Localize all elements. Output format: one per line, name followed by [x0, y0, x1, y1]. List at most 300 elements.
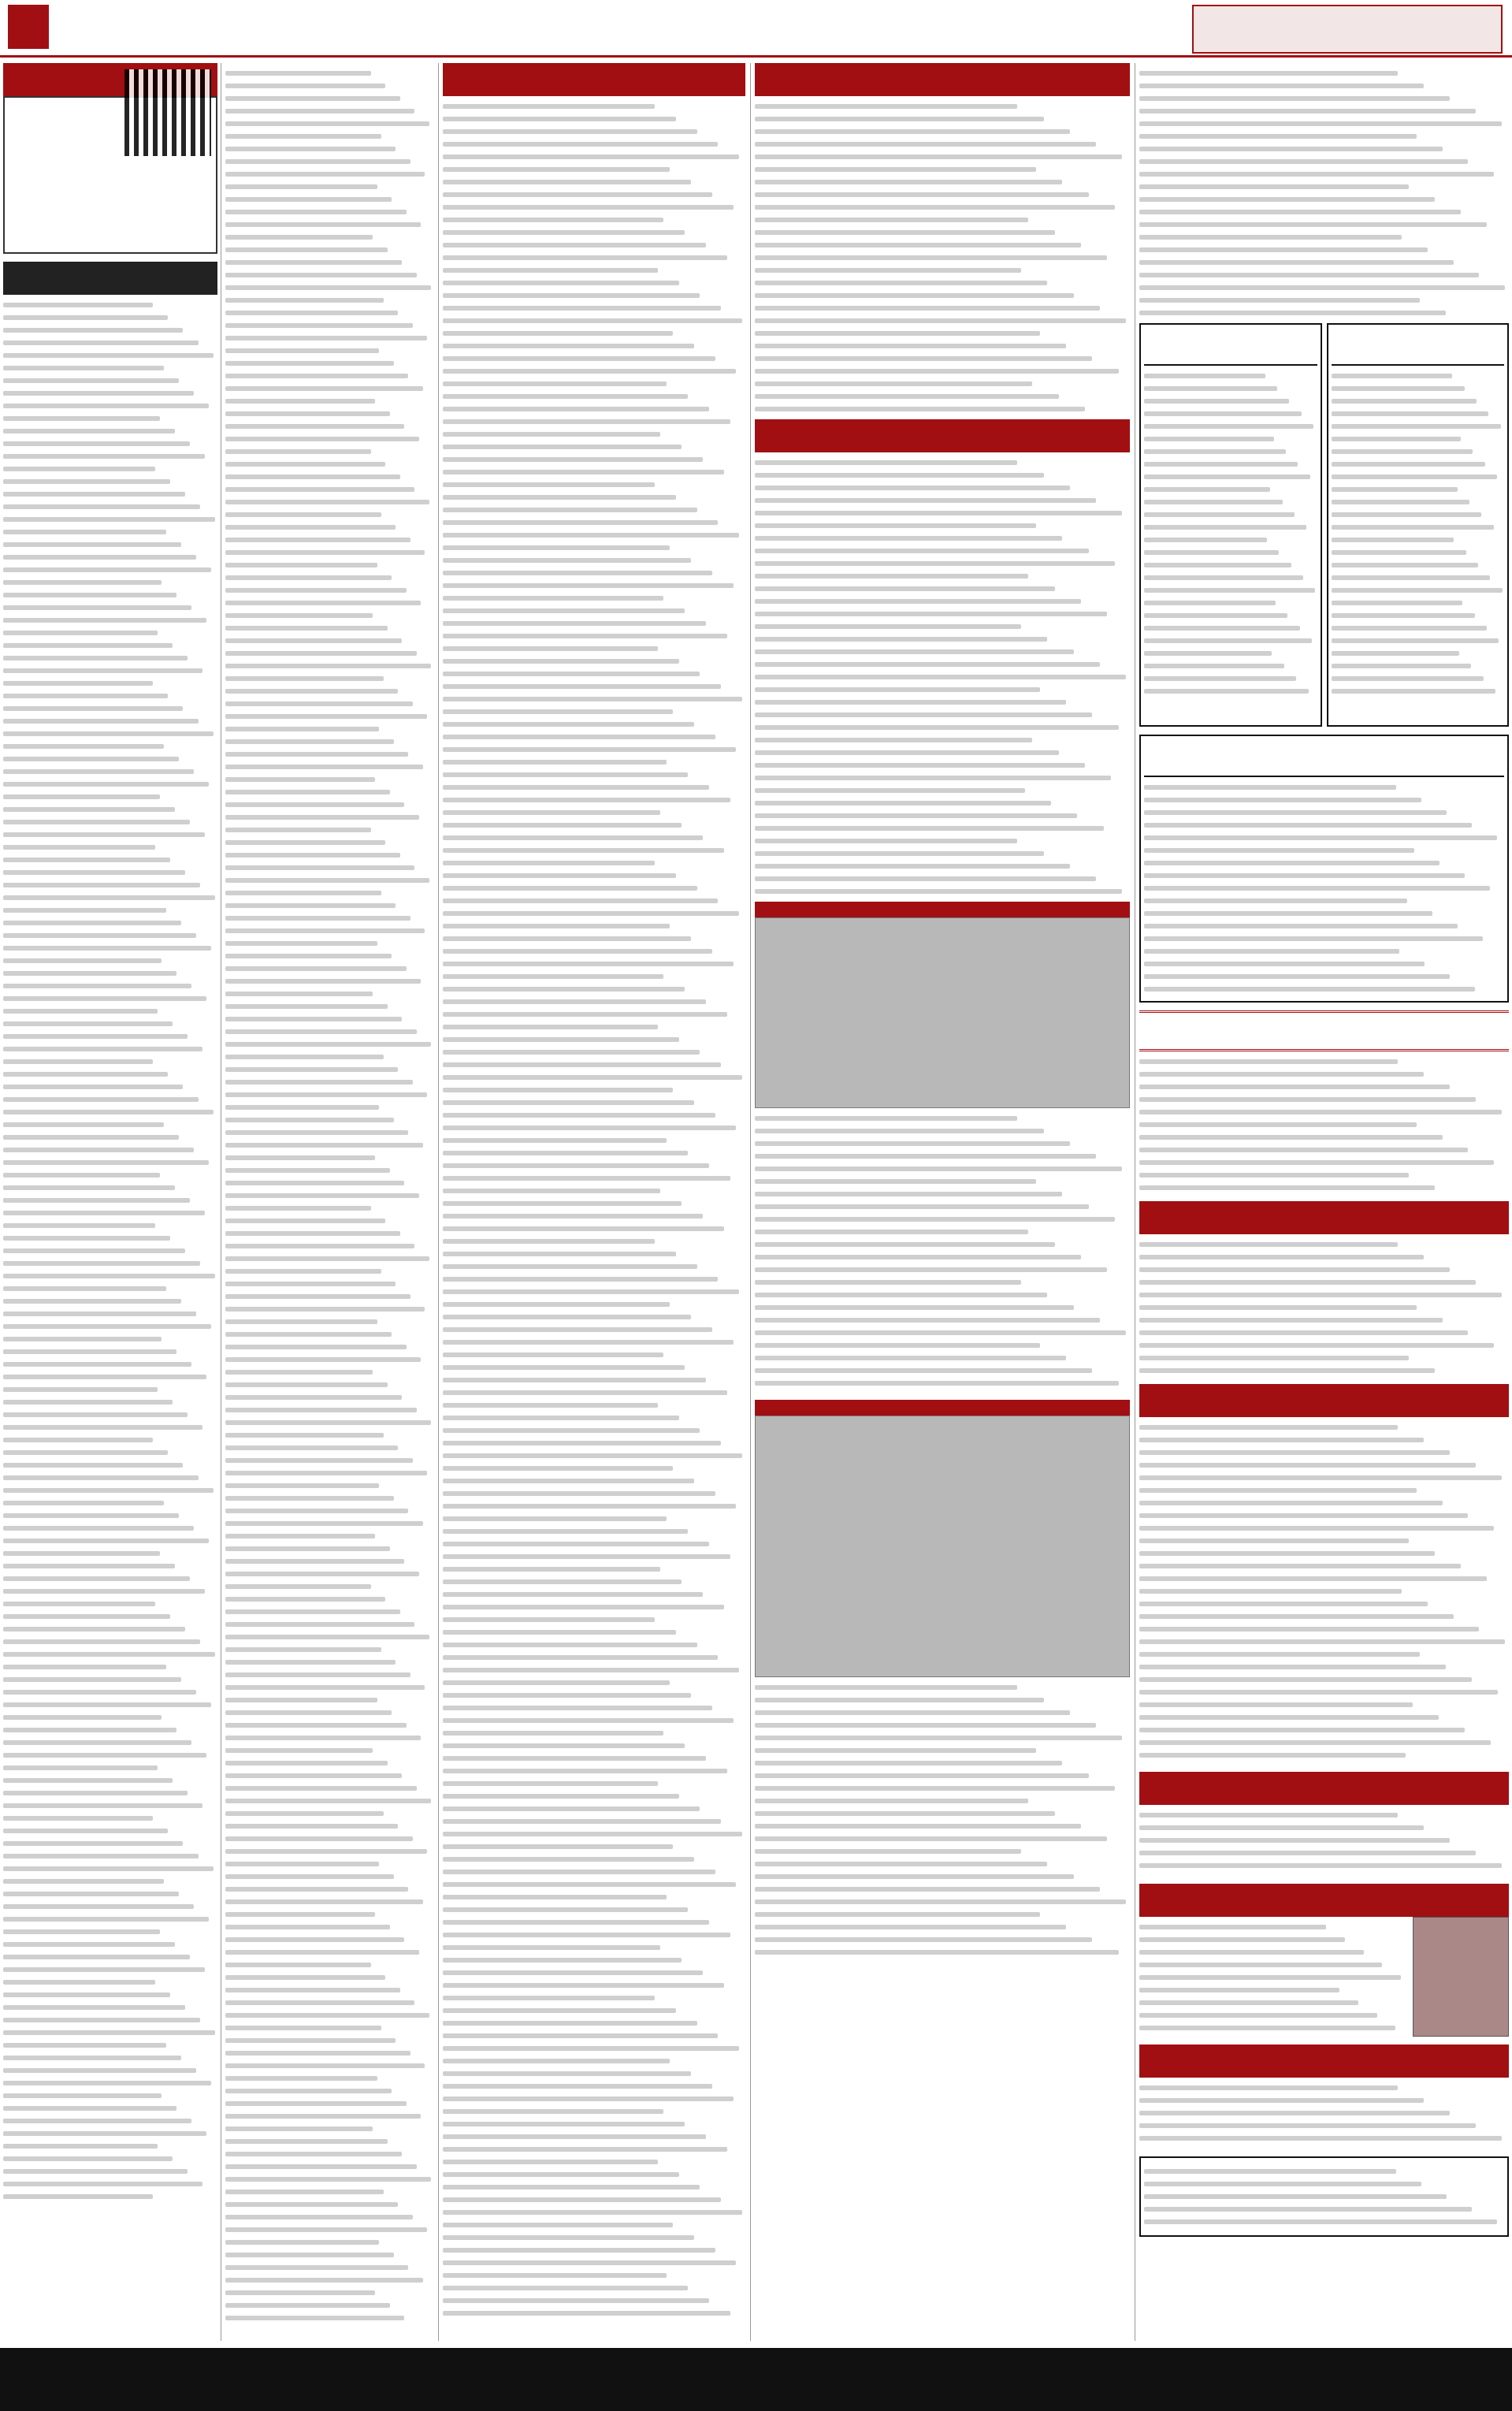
- text-line-placeholder: [1332, 588, 1503, 593]
- text-line-placeholder: [1144, 638, 1312, 643]
- text-line-placeholder: [3, 1854, 199, 1858]
- text-lines: [1139, 63, 1509, 315]
- text-lines: [755, 96, 1130, 411]
- text-line-placeholder: [225, 197, 392, 202]
- text-line-placeholder: [3, 2194, 153, 2199]
- text-line-placeholder: [1139, 1425, 1398, 1430]
- text-line-placeholder: [1139, 184, 1409, 189]
- text-line-placeholder: [1139, 1343, 1494, 1348]
- text-line-placeholder: [3, 404, 209, 408]
- text-line-placeholder: [443, 798, 730, 802]
- text-line-placeholder: [755, 889, 1122, 894]
- text-line-placeholder: [443, 2286, 688, 2290]
- text-line-placeholder: [755, 1925, 1066, 1929]
- text-line-placeholder: [3, 656, 188, 660]
- text-line-placeholder: [1139, 1728, 1465, 1732]
- text-line-placeholder: [1139, 1551, 1435, 1556]
- text-line-placeholder: [443, 1630, 676, 1635]
- text-line-placeholder: [755, 142, 1096, 147]
- text-line-placeholder: [1139, 1639, 1505, 1644]
- text-line-placeholder: [1139, 1135, 1443, 1140]
- text-line-placeholder: [1139, 2098, 1424, 2103]
- story2-photo: [755, 1416, 1130, 1677]
- text-line-placeholder: [1139, 1173, 1409, 1178]
- text-line-placeholder: [443, 1100, 694, 1105]
- text-line-placeholder: [225, 739, 394, 744]
- text-line-placeholder: [443, 1050, 700, 1055]
- public-notices-row: [1139, 323, 1509, 727]
- text-line-placeholder: [225, 1849, 427, 1854]
- text-line-placeholder: [225, 979, 421, 984]
- text-line-placeholder: [3, 883, 200, 887]
- text-line-placeholder: [225, 1244, 414, 1248]
- text-line-placeholder: [443, 1983, 724, 1988]
- text-line-placeholder: [443, 911, 739, 916]
- text-line-placeholder: [443, 369, 736, 374]
- text-line-placeholder: [3, 908, 166, 913]
- text-line-placeholder: [443, 1554, 730, 1559]
- text-line-placeholder: [225, 828, 371, 832]
- text-line-placeholder: [3, 454, 205, 459]
- text-line-placeholder: [3, 895, 215, 900]
- text-line-placeholder: [3, 1299, 181, 1304]
- text-line-placeholder: [443, 861, 655, 865]
- text-line-placeholder: [225, 437, 419, 441]
- text-line-placeholder: [443, 1592, 703, 1597]
- text-line-placeholder: [3, 1992, 170, 1997]
- text-line-placeholder: [225, 1092, 427, 1097]
- text-line-placeholder: [755, 1255, 1081, 1259]
- text-line-placeholder: [3, 479, 170, 484]
- text-lines: [3, 295, 217, 2202]
- text-line-placeholder: [225, 538, 411, 542]
- text-line-placeholder: [225, 941, 377, 946]
- text-line-placeholder: [3, 1198, 190, 1203]
- text-line-placeholder: [755, 725, 1119, 730]
- text-line-placeholder: [225, 2089, 392, 2093]
- text-line-placeholder: [443, 104, 655, 109]
- text-line-placeholder: [1332, 563, 1479, 567]
- text-line-placeholder: [1139, 1925, 1326, 1929]
- text-line-placeholder: [3, 366, 164, 370]
- text-line-placeholder: [3, 1816, 153, 1821]
- text-line-placeholder: [3, 668, 202, 673]
- text-line-placeholder: [443, 1428, 700, 1433]
- text-line-placeholder: [1332, 664, 1472, 668]
- text-line-placeholder: [1139, 1627, 1479, 1632]
- text-line-placeholder: [443, 785, 709, 790]
- text-line-placeholder: [225, 84, 385, 88]
- text-line-placeholder: [443, 1453, 742, 1458]
- text-line-placeholder: [225, 462, 385, 467]
- text-line-placeholder: [443, 697, 742, 701]
- story-2: [755, 1400, 1130, 1961]
- text-line-placeholder: [443, 2210, 742, 2215]
- text-line-placeholder: [443, 1151, 688, 1155]
- text-line-placeholder: [3, 2131, 206, 2136]
- text-line-placeholder: [1139, 235, 1402, 240]
- text-line-placeholder: [443, 1176, 730, 1181]
- text-line-placeholder: [443, 2311, 730, 2316]
- text-line-placeholder: [443, 281, 679, 285]
- text-line-placeholder: [443, 1403, 658, 1408]
- text-line-placeholder: [755, 561, 1115, 566]
- text-line-placeholder: [443, 117, 676, 121]
- text-line-placeholder: [3, 1122, 164, 1127]
- text-line-placeholder: [3, 1160, 209, 1165]
- text-line-placeholder: [225, 1458, 413, 1463]
- text-line-placeholder: [225, 1332, 392, 1337]
- text-line-placeholder: [1332, 449, 1473, 454]
- text-line-placeholder: [1139, 247, 1428, 252]
- text-line-placeholder: [3, 328, 183, 333]
- text-line-placeholder: [225, 1395, 402, 1400]
- text-line-placeholder: [443, 1075, 742, 1080]
- text-line-placeholder: [1139, 1589, 1402, 1594]
- text-line-placeholder: [3, 1690, 196, 1695]
- text-line-placeholder: [443, 873, 676, 878]
- text-line-placeholder: [3, 542, 181, 547]
- text-line-placeholder: [755, 776, 1111, 780]
- text-line-placeholder: [3, 467, 155, 471]
- name-change-section: [3, 262, 217, 2202]
- text-line-placeholder: [443, 608, 685, 613]
- text-line-placeholder: [3, 1450, 168, 1455]
- text-line-placeholder: [3, 391, 194, 396]
- text-line-placeholder: [443, 1655, 718, 1660]
- text-line-placeholder: [443, 2033, 718, 2038]
- text-line-placeholder: [1139, 1185, 1435, 1190]
- text-line-placeholder: [443, 2109, 663, 2114]
- text-line-placeholder: [3, 1148, 194, 1152]
- text-line-placeholder: [1332, 638, 1499, 643]
- text-line-placeholder: [443, 293, 700, 298]
- text-line-placeholder: [3, 1778, 173, 1783]
- text-line-placeholder: [1144, 835, 1497, 840]
- text-line-placeholder: [225, 424, 404, 429]
- text-line-placeholder: [3, 694, 168, 698]
- text-line-placeholder: [225, 2316, 404, 2320]
- text-lines: [1139, 1051, 1509, 1193]
- text-line-placeholder: [443, 2008, 676, 2013]
- text-line-placeholder: [1139, 1702, 1413, 1707]
- text-line-placeholder: [1139, 1122, 1417, 1127]
- text-line-placeholder: [1139, 71, 1398, 76]
- text-line-placeholder: [1144, 2194, 1447, 2199]
- text-line-placeholder: [225, 2152, 402, 2156]
- text-line-placeholder: [225, 2265, 408, 2270]
- text-line-placeholder: [3, 2093, 162, 2098]
- text-lines: [1332, 366, 1505, 697]
- text-line-placeholder: [755, 318, 1126, 323]
- text-line-placeholder: [3, 315, 168, 320]
- text-line-placeholder: [443, 1163, 709, 1168]
- text-line-placeholder: [1144, 399, 1289, 404]
- text-line-placeholder: [755, 523, 1036, 528]
- text-line-placeholder: [443, 571, 712, 575]
- column-4: [752, 63, 1133, 2341]
- text-line-placeholder: [443, 1844, 673, 1849]
- text-line-placeholder: [755, 1166, 1122, 1171]
- text-line-placeholder: [755, 230, 1055, 235]
- text-line-placeholder: [225, 575, 392, 580]
- text-line-placeholder: [755, 1761, 1062, 1765]
- text-line-placeholder: [225, 1294, 411, 1299]
- text-line-placeholder: [755, 129, 1070, 134]
- text-line-placeholder: [1332, 424, 1501, 429]
- text-line-placeholder: [3, 2182, 202, 2186]
- text-line-placeholder: [443, 709, 673, 714]
- text-line-placeholder: [755, 1773, 1089, 1778]
- text-line-placeholder: [443, 1806, 700, 1811]
- text-line-placeholder: [3, 1047, 202, 1051]
- text-line-placeholder: [3, 631, 158, 635]
- text-line-placeholder: [755, 293, 1074, 298]
- text-line-placeholder: [1139, 1753, 1406, 1758]
- text-line-placeholder: [755, 1748, 1036, 1753]
- text-line-placeholder: [443, 1277, 718, 1282]
- text-line-placeholder: [225, 727, 379, 731]
- column-rule: [438, 63, 439, 2341]
- text-line-placeholder: [225, 2290, 375, 2295]
- text-line-placeholder: [755, 460, 1017, 465]
- text-line-placeholder: [755, 117, 1044, 121]
- text-line-placeholder: [225, 2126, 373, 2131]
- text-line-placeholder: [1139, 1677, 1472, 1682]
- text-line-placeholder: [1139, 84, 1424, 88]
- text-line-placeholder: [3, 555, 196, 560]
- text-line-placeholder: [443, 445, 682, 449]
- text-line-placeholder: [443, 1668, 739, 1672]
- text-line-placeholder: [755, 180, 1062, 184]
- text-line-placeholder: [225, 1534, 375, 1539]
- text-line-placeholder: [225, 1307, 425, 1312]
- text-line-placeholder: [225, 2013, 429, 2018]
- text-line-placeholder: [443, 381, 667, 386]
- text-line-placeholder: [443, 1315, 691, 1319]
- text-line-placeholder: [3, 1261, 200, 1266]
- text-line-placeholder: [1144, 861, 1440, 865]
- text-line-placeholder: [1139, 2085, 1398, 2090]
- text-line-placeholder: [443, 205, 734, 210]
- text-line-placeholder: [755, 1129, 1044, 1133]
- text-line-placeholder: [1144, 974, 1450, 979]
- text-lines: [1144, 777, 1504, 998]
- text-line-placeholder: [1332, 374, 1453, 378]
- text-line-placeholder: [1144, 601, 1276, 605]
- text-line-placeholder: [225, 992, 373, 996]
- text-line-placeholder: [1144, 798, 1421, 802]
- text-line-placeholder: [755, 1381, 1119, 1386]
- text-line-placeholder: [1139, 1526, 1494, 1531]
- text-line-placeholder: [3, 2005, 185, 2010]
- text-line-placeholder: [225, 2190, 384, 2194]
- text-line-placeholder: [443, 1516, 667, 1521]
- text-line-placeholder: [1332, 575, 1491, 580]
- text-line-placeholder: [3, 1929, 160, 1934]
- text-line-placeholder: [755, 1192, 1062, 1196]
- text-line-placeholder: [225, 1256, 429, 1261]
- text-line-placeholder: [755, 788, 1025, 793]
- text-line-placeholder: [1332, 525, 1494, 530]
- text-line-placeholder: [1139, 1160, 1494, 1165]
- text-line-placeholder: [755, 1230, 1028, 1234]
- text-line-placeholder: [3, 1526, 194, 1531]
- text-line-placeholder: [225, 449, 371, 454]
- text-line-placeholder: [225, 1382, 388, 1387]
- text-line-placeholder: [1139, 1513, 1468, 1518]
- text-line-placeholder: [443, 129, 697, 134]
- text-line-placeholder: [1144, 512, 1295, 517]
- text-line-placeholder: [3, 681, 153, 686]
- text-line-placeholder: [3, 593, 176, 597]
- text-line-placeholder: [3, 1463, 183, 1468]
- text-line-placeholder: [1139, 1665, 1446, 1669]
- text-line-placeholder: [225, 550, 425, 555]
- text-line-placeholder: [225, 865, 414, 870]
- text-line-placeholder: [1144, 987, 1475, 992]
- text-line-placeholder: [755, 473, 1044, 478]
- text-line-placeholder: [1332, 437, 1462, 441]
- text-line-placeholder: [443, 1882, 736, 1887]
- text-line-placeholder: [3, 1917, 209, 1922]
- text-line-placeholder: [1332, 676, 1484, 681]
- column-3: [440, 63, 749, 2341]
- text-line-placeholder: [443, 987, 685, 992]
- text-line-placeholder: [443, 1201, 682, 1206]
- text-line-placeholder: [443, 1907, 688, 1912]
- text-line-placeholder: [225, 159, 411, 164]
- text-line-placeholder: [1144, 810, 1447, 815]
- text-line-placeholder: [1139, 147, 1443, 151]
- text-line-placeholder: [3, 1803, 202, 1808]
- text-line-placeholder: [443, 1970, 703, 1975]
- text-line-placeholder: [1139, 1690, 1498, 1695]
- text-line-placeholder: [3, 580, 162, 585]
- text-line-placeholder: [755, 218, 1028, 222]
- text-line-placeholder: [755, 344, 1066, 348]
- text-line-placeholder: [755, 675, 1126, 679]
- text-line-placeholder: [443, 1504, 736, 1509]
- text-line-placeholder: [225, 1698, 377, 1702]
- text-line-placeholder: [3, 2043, 166, 2048]
- text-line-placeholder: [1144, 386, 1277, 391]
- text-line-placeholder: [225, 1017, 402, 1021]
- text-line-placeholder: [443, 432, 660, 437]
- text-line-placeholder: [443, 835, 703, 840]
- text-line-placeholder: [755, 1950, 1119, 1955]
- column-5: [1136, 63, 1512, 2341]
- text-line-placeholder: [3, 769, 194, 774]
- text-line-placeholder: [1139, 298, 1420, 303]
- text-line-placeholder: [755, 1811, 1055, 1816]
- text-line-placeholder: [443, 596, 663, 601]
- public-notice-2: [1327, 323, 1510, 727]
- text-line-placeholder: [443, 772, 688, 777]
- text-line-placeholder: [3, 1892, 179, 1896]
- text-line-placeholder: [1332, 399, 1477, 404]
- text-lines: [755, 452, 1130, 894]
- text-line-placeholder: [3, 2169, 188, 2174]
- text-line-placeholder: [755, 255, 1107, 260]
- text-line-placeholder: [3, 1501, 164, 1505]
- text-line-placeholder: [443, 1718, 734, 1723]
- text-line-placeholder: [1139, 1838, 1450, 1843]
- text-line-placeholder: [755, 1723, 1096, 1728]
- text-line-placeholder: [3, 1942, 175, 1947]
- text-line-placeholder: [225, 563, 377, 567]
- text-line-placeholder: [225, 1685, 425, 1690]
- text-line-placeholder: [443, 1088, 673, 1092]
- text-line-placeholder: [3, 2081, 211, 2085]
- text-line-placeholder: [225, 1080, 413, 1085]
- bank-box-body: [3, 96, 217, 254]
- text-line-placeholder: [225, 2114, 421, 2119]
- text-line-placeholder: [755, 1937, 1092, 1942]
- text-line-placeholder: [225, 802, 404, 807]
- text-line-placeholder: [443, 1390, 727, 1395]
- text-line-placeholder: [1139, 1863, 1502, 1868]
- text-line-placeholder: [1144, 2169, 1396, 2174]
- text-line-placeholder: [755, 851, 1044, 856]
- text-line-placeholder: [443, 735, 715, 739]
- text-line-placeholder: [3, 1866, 214, 1871]
- text-line-placeholder: [225, 1357, 421, 1362]
- motor-section: [1139, 1772, 1509, 1876]
- text-line-placeholder: [443, 1037, 679, 1042]
- text-line-placeholder: [225, 1546, 390, 1551]
- text-line-placeholder: [3, 1337, 162, 1341]
- text-line-placeholder: [443, 1479, 694, 1483]
- text-line-placeholder: [3, 1375, 206, 1379]
- text-line-placeholder: [755, 407, 1085, 411]
- masthead-logo: [1192, 5, 1503, 54]
- text-line-placeholder: [1332, 500, 1470, 504]
- text-line-placeholder: [1144, 462, 1298, 467]
- page-header: [0, 0, 1512, 58]
- bottom-notice: [1139, 2156, 1509, 2237]
- text-line-placeholder: [3, 1955, 190, 1959]
- text-line-placeholder: [1139, 1110, 1502, 1114]
- text-line-placeholder: [443, 1996, 655, 2000]
- text-line-placeholder: [443, 407, 709, 411]
- text-line-placeholder: [1332, 386, 1465, 391]
- text-line-placeholder: [443, 482, 655, 487]
- text-line-placeholder: [3, 1602, 155, 1606]
- text-line-placeholder: [755, 1179, 1036, 1184]
- text-line-placeholder: [3, 706, 183, 711]
- text-line-placeholder: [225, 1572, 419, 1576]
- text-line-placeholder: [3, 1211, 205, 1215]
- text-line-placeholder: [443, 1214, 703, 1219]
- text-line-placeholder: [225, 348, 379, 353]
- text-line-placeholder: [1144, 374, 1265, 378]
- text-line-placeholder: [225, 878, 429, 883]
- text-line-placeholder: [225, 285, 431, 290]
- text-line-placeholder: [3, 1589, 205, 1594]
- text-line-placeholder: [225, 2051, 411, 2056]
- text-line-placeholder: [443, 1302, 670, 1307]
- text-line-placeholder: [755, 801, 1051, 806]
- text-line-placeholder: [3, 971, 176, 976]
- text-line-placeholder: [3, 504, 200, 509]
- text-line-placeholder: [225, 1799, 431, 1803]
- text-line-placeholder: [1144, 424, 1313, 429]
- text-line-placeholder: [3, 1715, 162, 1720]
- text-line-placeholder: [443, 760, 667, 765]
- text-line-placeholder: [1139, 1564, 1461, 1568]
- text-line-placeholder: [755, 498, 1096, 503]
